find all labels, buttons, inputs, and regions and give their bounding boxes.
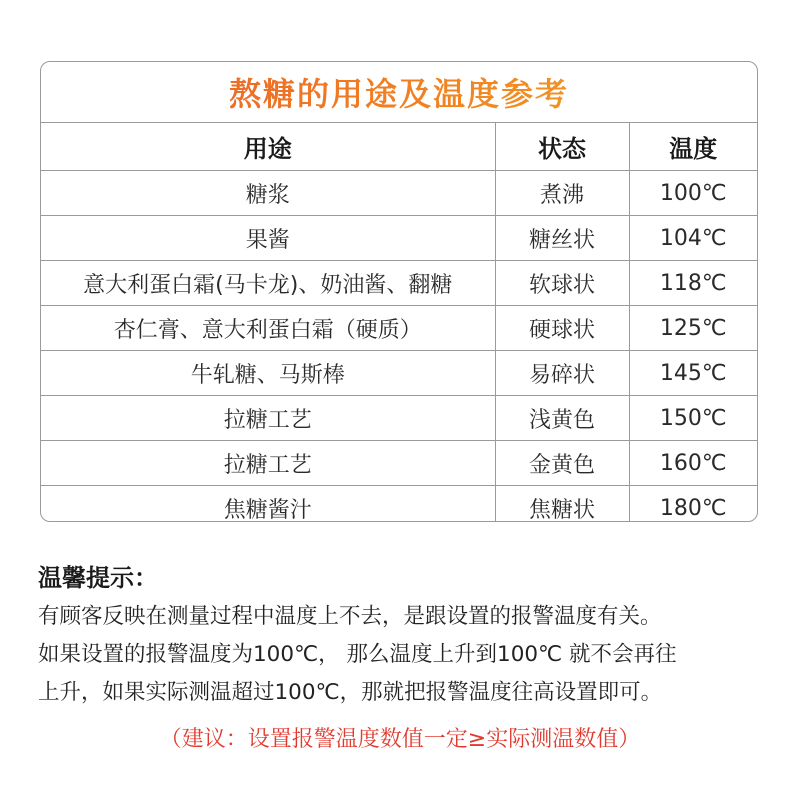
cell-state: 煮沸 xyxy=(495,171,629,216)
cell-use: 拉糖工艺 xyxy=(41,396,495,441)
cell-temperature: 145℃ xyxy=(629,351,757,396)
table-header-row xyxy=(41,123,757,171)
table-row xyxy=(41,216,757,261)
table-row xyxy=(41,306,757,351)
cell-temperature: 125℃ xyxy=(629,306,757,351)
tips-section xyxy=(38,560,778,712)
cell-use: 糖浆 xyxy=(41,171,495,216)
temperature-reference-table xyxy=(40,61,758,522)
table-row xyxy=(41,396,757,441)
table-row xyxy=(41,486,757,523)
tips-line: 上升，如果实际测温超过100℃，那就把报警温度往高设置即可。 xyxy=(38,680,663,705)
cell-temperature: 180℃ xyxy=(659,495,727,521)
cell-state: 糖丝状 xyxy=(495,216,629,261)
table-row xyxy=(41,171,757,216)
cell-use: 拉糖工艺 xyxy=(41,441,495,486)
cell-use: 牛轧糖、马斯棒 xyxy=(41,351,495,396)
cell-temperature: 118℃ xyxy=(629,261,757,306)
reference-table xyxy=(41,123,757,522)
header-use: 用途 xyxy=(41,123,495,171)
cell-use: 杏仁膏、意大利蛋白霜（硬质） xyxy=(41,306,495,351)
table-row xyxy=(41,261,757,306)
cell-temperature: 100℃ xyxy=(629,171,757,216)
cell-state: 焦糖状 xyxy=(495,486,629,523)
cell-use: 焦糖酱汁 xyxy=(41,486,495,523)
table-row xyxy=(41,351,757,396)
cell-state: 硬球状 xyxy=(495,306,629,351)
cell-use: 意大利蛋白霜(马卡龙)、奶油酱、翻糖 xyxy=(41,261,495,306)
cell-state: 软球状 xyxy=(495,261,629,306)
cell-temperature: 150℃ xyxy=(629,396,757,441)
cell-state: 浅黄色 xyxy=(495,396,629,441)
cell-state: 金黄色 xyxy=(495,441,629,486)
cell-temperature: 104℃ xyxy=(629,216,757,261)
cell-use: 果酱 xyxy=(41,216,495,261)
tips-line: 有顾客反映在测量过程中温度上不去，是跟设置的报警温度有关。 xyxy=(38,604,662,629)
table-title: 熬糖的用途及温度参考 xyxy=(41,62,757,123)
header-temperature: 温度 xyxy=(629,123,757,171)
suggestion-note: （建议：设置报警温度数值一定≥实际测温数值） xyxy=(159,727,641,752)
tips-line: 如果设置的报警温度为100℃， 那么温度上升到100℃ 就不会再往 xyxy=(38,642,677,667)
cell-temperature: 160℃ xyxy=(629,441,757,486)
tips-title: 温馨提示： xyxy=(38,564,158,592)
table-row xyxy=(41,441,757,486)
header-state: 状态 xyxy=(495,123,629,171)
cell-state: 易碎状 xyxy=(495,351,629,396)
